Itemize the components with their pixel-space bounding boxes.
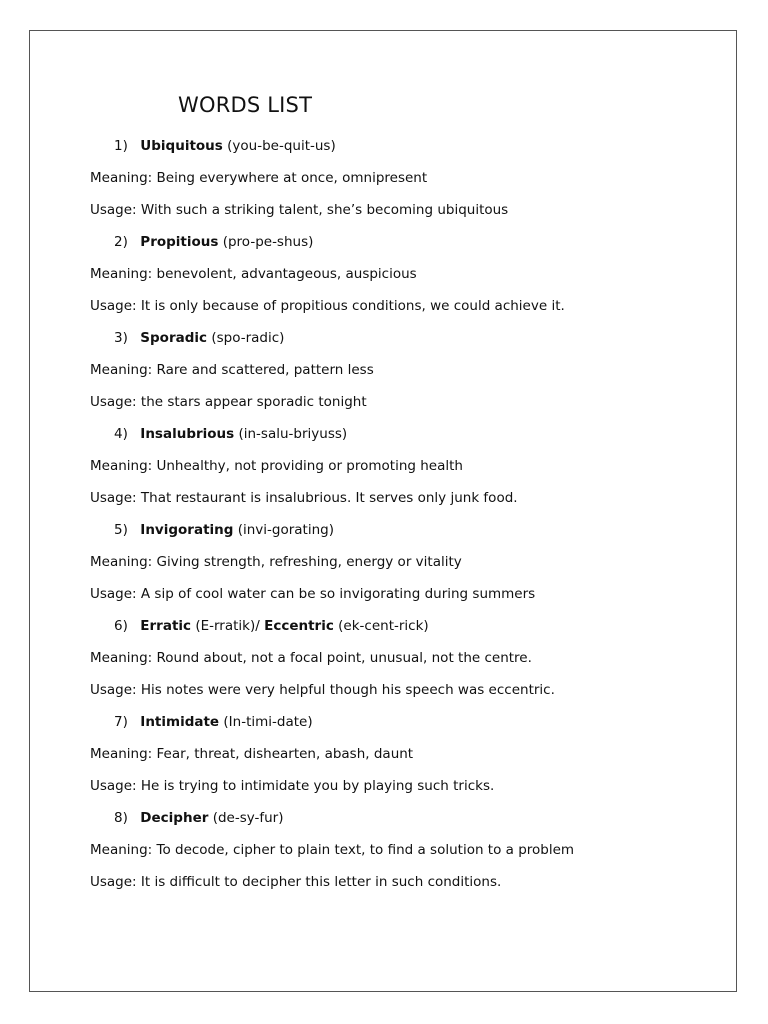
word-term: Invigorating [140,522,234,538]
meaning-line: Meaning: Round about, not a focal point, unusual, not the centre. [90,650,532,666]
usage-line: Usage: It is difficult to decipher this letter in such conditions. [90,874,502,890]
entry-number: 3) [114,330,128,346]
entry-number: 1) [114,138,128,154]
entry-number: 4) [114,426,128,442]
meaning-line: Meaning: To decode, cipher to plain text, to find a solution to a problem [90,842,575,858]
alt-pronunciation: (ek-cent-rick) [338,618,429,634]
word-term: Intimidate [140,714,220,730]
usage-line: Usage: His notes were very helpful though his speech was eccentric. [90,682,555,698]
pronunciation: (E-rratik)/ [195,618,260,634]
meaning-line: Meaning: benevolent, advantageous, auspicious [90,266,417,282]
meaning-line: Meaning: Rare and scattered, pattern less [90,362,374,378]
pronunciation: (pro-pe-shus) [222,234,314,250]
word-entry-5 [90,518,730,614]
usage-line: Usage: With such a striking talent, she’s becoming ubiquitous [90,202,509,218]
pronunciation: (In-timi-date) [223,714,313,730]
document-page [29,30,737,992]
word-term: Decipher [140,810,209,826]
usage-line: Usage: It is only because of propitious conditions, we could achieve it. [90,298,565,314]
word-entry-6 [90,614,730,710]
pronunciation: (de-sy-fur) [212,810,284,826]
word-entry-1 [90,134,730,230]
pronunciation: (invi-gorating) [237,522,334,538]
word-heading [90,710,730,742]
entry-number: 2) [114,234,128,250]
word-entry-2 [90,230,730,326]
word-entry-8 [90,806,730,902]
page-title: WORDS LIST [178,93,313,117]
meaning-line: Meaning: Giving strength, refreshing, energy or vitality [90,554,462,570]
entry-number: 6) [114,618,128,634]
entry-number: 7) [114,714,128,730]
meaning-line: Meaning: Being everywhere at once, omnipresent [90,170,428,186]
word-term: Insalubrious [140,426,235,442]
word-heading [90,614,730,646]
word-entry-7 [90,710,730,806]
pronunciation: (spo-radic) [211,330,285,346]
usage-line: Usage: the stars appear sporadic tonight [90,394,367,410]
usage-line: Usage: He is trying to intimidate you by playing such tricks. [90,778,495,794]
word-entry-4 [90,422,730,518]
word-term: Sporadic [140,330,208,346]
pronunciation: (in-salu-briyuss) [238,426,348,442]
entry-number: 8) [114,810,128,826]
word-heading [90,806,730,838]
word-entry-3 [90,326,730,422]
entry-number: 5) [114,522,128,538]
word-term: Propitious [140,234,219,250]
usage-line: Usage: A sip of cool water can be so invigorating during summers [90,586,536,602]
pronunciation: (you-be-quit-us) [227,138,336,154]
word-list [90,134,730,902]
word-heading [90,134,730,166]
meaning-line: Meaning: Fear, threat, dishearten, abash, daunt [90,746,414,762]
word-heading [90,326,730,358]
alt-word-term: Eccentric [264,618,334,634]
word-heading [90,422,730,454]
word-heading [90,230,730,262]
usage-line: Usage: That restaurant is insalubrious. It serves only junk food. [90,490,518,506]
word-term: Ubiquitous [140,138,223,154]
word-heading [90,518,730,550]
meaning-line: Meaning: Unhealthy, not providing or promoting health [90,458,463,474]
word-term: Erratic [140,618,192,634]
